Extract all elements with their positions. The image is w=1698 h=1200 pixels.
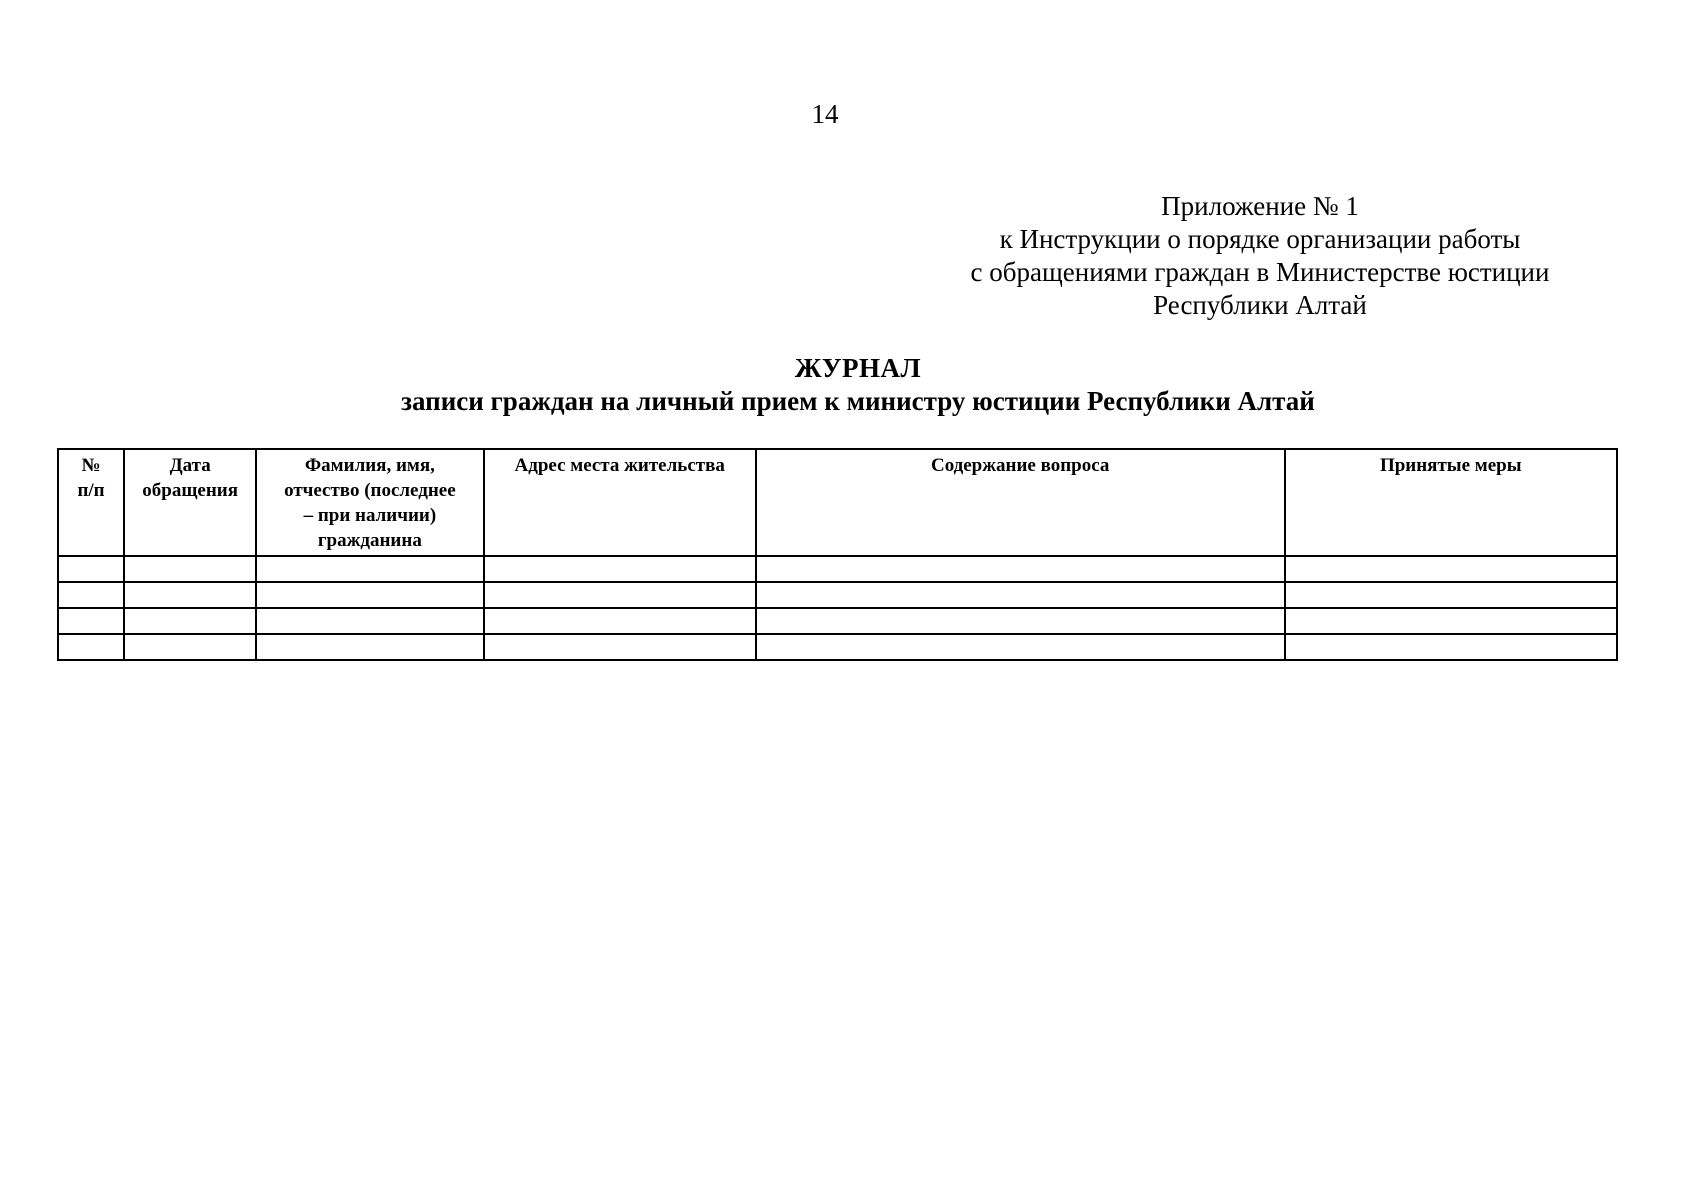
- appendix-title: Приложение № 1: [1161, 191, 1359, 221]
- cell-question-content: [756, 608, 1285, 634]
- cell-address: [484, 608, 756, 634]
- column-header-date: [124, 449, 256, 556]
- column-header-date-line: Дата: [169, 455, 211, 476]
- table-row: [58, 556, 1617, 582]
- cell-question-content: [756, 582, 1285, 608]
- register-table: [57, 448, 1618, 661]
- appendix-line: с обращениями граждан в Министерстве юстиции: [970, 257, 1550, 287]
- cell-measures-taken: [1285, 608, 1617, 634]
- cell-date: [124, 582, 256, 608]
- cell-measures-taken: [1285, 582, 1617, 608]
- appendix-line: Республики Алтай: [1153, 290, 1367, 320]
- cell-number: [58, 582, 124, 608]
- table-header-row: [58, 449, 1617, 556]
- cell-full-name: [256, 556, 483, 582]
- appendix-line: к Инструкции о порядке организации работы: [999, 224, 1521, 254]
- cell-number: [58, 634, 124, 660]
- journal-title: ЖУРНАЛ: [794, 353, 922, 383]
- cell-question-content: [756, 556, 1285, 582]
- journal-subtitle: записи граждан на личный прием к министру юстиции Республики Алтай: [401, 386, 1315, 416]
- cell-address: [484, 582, 756, 608]
- appendix-block: [900, 190, 1620, 322]
- cell-number: [58, 608, 124, 634]
- cell-full-name: [256, 634, 483, 660]
- cell-full-name: [256, 582, 483, 608]
- column-header-full-name-line: Фамилия, имя,: [304, 455, 435, 476]
- cell-measures-taken: [1285, 556, 1617, 582]
- column-header-question-content: Содержание вопроса: [756, 449, 1285, 556]
- cell-date: [124, 608, 256, 634]
- column-header-full-name: [256, 449, 483, 556]
- cell-date: [124, 556, 256, 582]
- cell-measures-taken: [1285, 634, 1617, 660]
- column-header-date-line: обращения: [142, 480, 239, 501]
- table-row: [58, 634, 1617, 660]
- cell-number: [58, 556, 124, 582]
- column-header-number-line: №: [81, 455, 101, 476]
- cell-date: [124, 634, 256, 660]
- column-header-full-name-line: отчество (последнее: [284, 480, 456, 501]
- cell-full-name: [256, 608, 483, 634]
- column-header-measures-taken: Принятые меры: [1285, 449, 1617, 556]
- table-row: [58, 608, 1617, 634]
- cell-address: [484, 634, 756, 660]
- column-header-number-line: п/п: [77, 480, 105, 501]
- cell-question-content: [756, 634, 1285, 660]
- cell-address: [484, 556, 756, 582]
- column-header-full-name-line: гражданина: [317, 530, 422, 551]
- column-header-address: Адрес места жительства: [484, 449, 756, 556]
- table-row: [58, 582, 1617, 608]
- page-number: 14: [811, 99, 839, 129]
- column-header-number: [58, 449, 124, 556]
- column-header-full-name-line: – при наличии): [303, 505, 437, 526]
